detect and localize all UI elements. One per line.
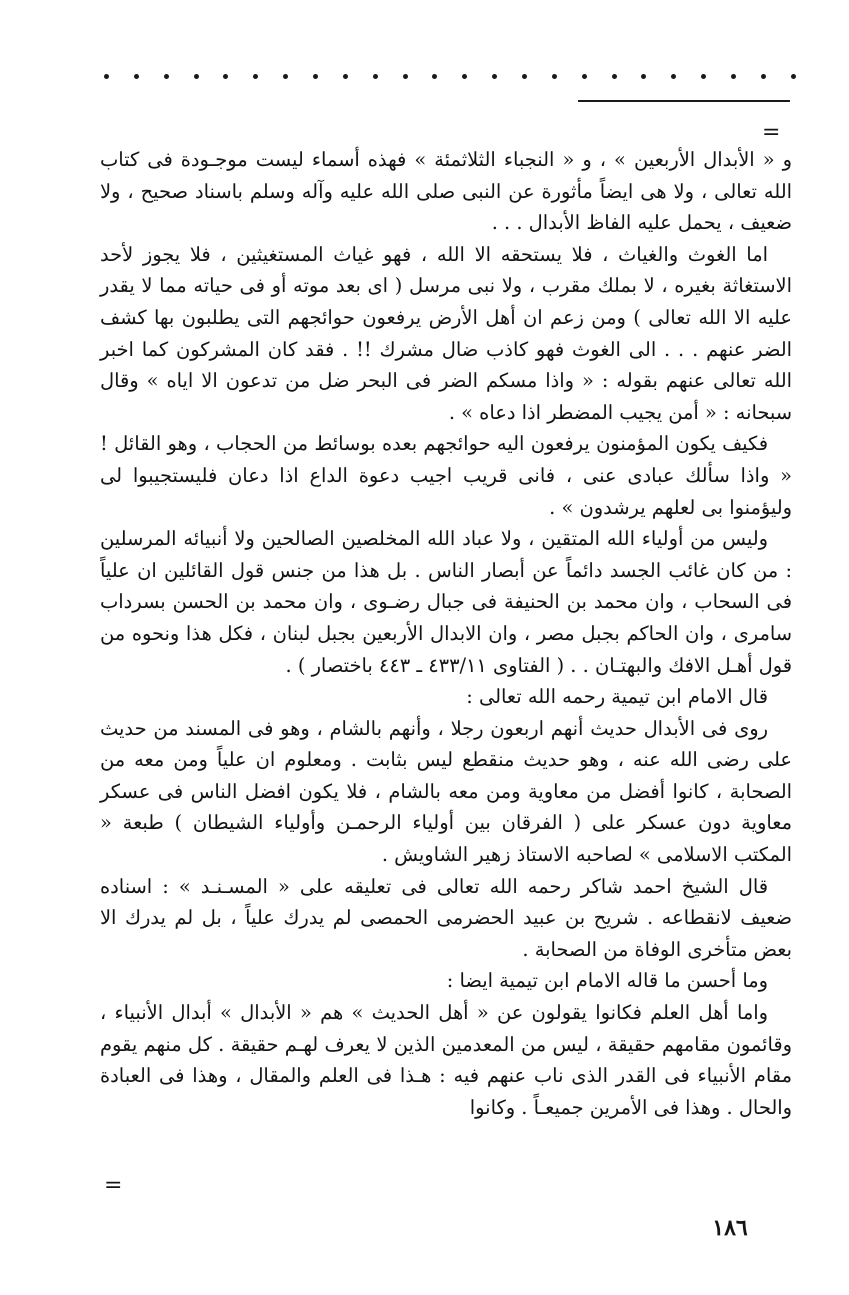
separator-dot [522,74,527,79]
paragraph: قال الشيخ احمد شاكر رحمه الله تعالى فى تعليقه على « المسـنـد » : اسناده ضعيف لانقطاعه . شريح بن عبيد الحضرمى الحمصى لم يدرك علياً ، بل لم يدرك الا بعض متأخرى الوفاة من الصحابة . [100,874,792,961]
separator-dot [462,74,467,79]
separator-dot [223,74,228,79]
separator-dot [612,74,617,79]
separator-dot [343,74,348,79]
footnote-body [100,144,792,1123]
separator-dot [731,74,736,79]
footnote-rule [578,100,790,102]
paragraph: قال الامام ابن تيمية رحمه الله تعالى : [466,685,768,709]
separator-dot [761,74,766,79]
separator-dot [791,74,796,79]
dotted-separator [104,66,796,86]
separator-dot [403,74,408,79]
paragraph: فكيف يكون المؤمنون يرفعون اليه حوائجهم بعده بوسائط من الحجاب ، وهو القائل ! « واذا سألك عبادى عنى ، فانى قريب اجيب دعوة الداع اذا دعان فليستجيبوا لى وليؤمنوا بى لعلهم يرشدون » . [100,432,792,519]
separator-dot [552,74,557,79]
separator-dot [194,74,199,79]
separator-dot [164,74,169,79]
separator-dot [432,74,437,79]
continuation-mark-top: = [762,120,781,145]
separator-dot [641,74,646,79]
paragraph: اما الغوث والغياث ، فلا يستحقه الا الله ، فهو غياث المستغيثين ، فلا يجوز لأحد الاستغاثة بغيره ، لا بملك مقرب ، ولا نبى مرسل ( اى بعد موته أو فى حياته مما لا يقدر عليه الا الله تعالى ) ومن زعم ان أهل الأرض يرفعون حوائجهم التى يطلبون بها كشف الضر عنهم . . . الى الغوث فهو كاذب ضال مشرك !! . فقد كان المشركون كما اخبر الله تعالى عنهم بقوله : « واذا مسكم الضر فى البحر ضل من تدعون الا اياه » وقال سبحانه : « أمن يجيب المضطر اذا دعاه » . [100,242,792,424]
paragraph: وما أحسن ما قاله الامام ابن تيمية ايضا : [446,969,768,993]
page-number: ١٨٦ [712,1215,748,1241]
paragraph: وليس من أولياء الله المتقين ، ولا عباد الله المخلصين الصالحين ولا أنبيائه المرسلين : من كان غائب الجسد دائماً عن أبصار الناس . بل هذا من جنس قول القائلين ان علياً فى السحاب ، وان محمد بن الحنيفة فى جبال رضـوى ، وان محمد بن الحسن بسرداب سامرى ، وان الحاكم بجبل مصر ، وان الابدال الأربعين بجبل لبنان ، فكل هذا ونحوه من قول أهـل الافك والبهتـان . . ( الفتاوى ٤٣٣/١١ ـ ٤٤٣ باختصار ) . [100,527,792,677]
paragraph: واما أهل العلم فكانوا يقولون عن « أهل الحديث » هم « الأبدال » أبدال الأنبياء ، وقائمون مقامهم حقيقة ، ليس من المعدمين الذين لا يعرف لهـم حقيقة . كل منهم يقوم مقام الأنبياء فى القدر الذى ناب عنهم فيه : هـذا فى العلم والمقال ، وهذا فى العبادة والحال . وهذا فى الأمرين جميعـاً . وكانوا [100,1001,792,1119]
separator-dot [283,74,288,79]
separator-dot [373,74,378,79]
paragraph: روى فى الأبدال حديث أنهم اربعون رجلا ، وأنهم بالشام ، وهو فى المسند من حديث على رضى الله عنه ، وهو حديث منقطع ليس بثابت . ومعلوم ان علياً ومن معه من الصحابة ، كانوا أفضل من معاوية ومن معه بالشام ، فلا يكون افضل الناس فى عسكر معاوية دون عسكر على ( الفرقان بين أولياء الرحمـن وأولياء الشيطان ) طبعة « المكتب الاسلامى » لصاحبه الاستاذ زهير الشاويش . [100,716,792,867]
separator-dot [582,74,587,79]
separator-dot [671,74,676,79]
separator-dot [492,74,497,79]
separator-dot [313,74,318,79]
separator-dot [134,74,139,79]
paragraph: و « الأبدال الأربعين » ، و « النجباء الثلاثمئة » فهذه أسماء ليست موجـودة فى كتاب الله تعالى ، ولا هى ايضاً مأثورة عن النبى صلى الله عليه وآله وسلم باسناد صحيح ، ولا ضعيف ، يحمل عليه الفاظ الأبدال . . . [100,148,792,235]
separator-dot [701,74,706,79]
separator-dot [104,74,109,79]
separator-dot [253,74,258,79]
continuation-mark-bottom: = [104,1173,123,1198]
